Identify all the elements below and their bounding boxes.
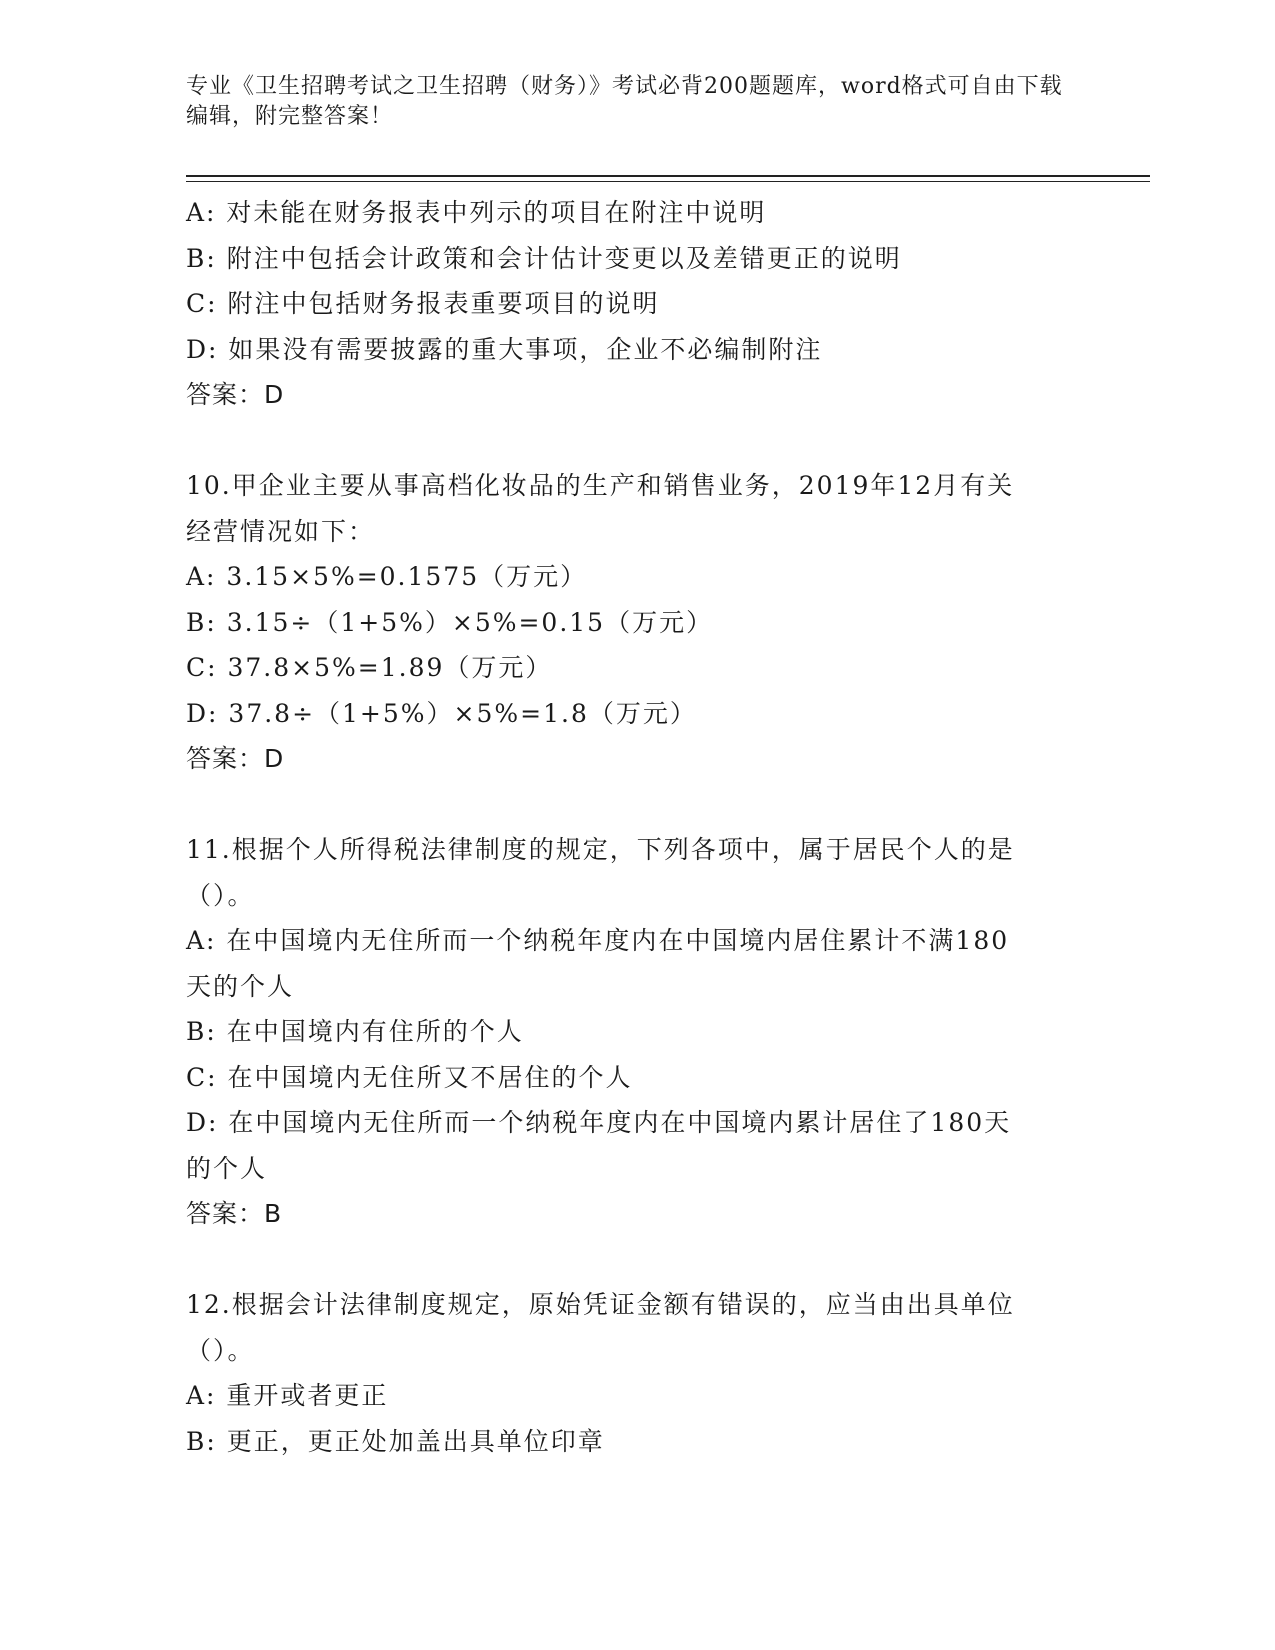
- answer-line: 答案：B: [186, 1199, 283, 1228]
- option-d: D: 在中国境内无住所而一个纳税年度内在中国境内累计居住了180天: [186, 1108, 1012, 1137]
- option-a: A: 3.15×5%=0.1575（万元）: [186, 562, 588, 591]
- question-10: [186, 463, 1086, 782]
- question-9-continued: [186, 190, 1086, 418]
- question-stem: 10.甲企业主要从事高档化妆品的生产和销售业务，2019年12月有关: [186, 471, 1015, 500]
- option-b: B: 附注中包括会计政策和会计估计变更以及差错更正的说明: [186, 243, 902, 273]
- option-c: C: 在中国境内无住所又不居住的个人: [186, 1062, 633, 1092]
- question-12: [186, 1282, 1086, 1464]
- header-divider-thin: [186, 181, 1150, 182]
- spacer: [186, 418, 1086, 464]
- option-c: C: 附注中包括财务报表重要项目的说明: [186, 289, 660, 318]
- option-d: D: 如果没有需要披露的重大事项，企业不必编制附注: [186, 334, 823, 364]
- option-a: A: 对未能在财务报表中列示的项目在附注中说明: [186, 198, 767, 227]
- question-stem: 11.根据个人所得税法律制度的规定，下列各项中，属于居民个人的是: [186, 835, 1015, 864]
- question-stem: 12.根据会计法律制度规定，原始凭证金额有错误的，应当由出具单位: [186, 1290, 1015, 1319]
- answer-line: 答案：D: [186, 744, 285, 773]
- option-d: D: 37.8÷（1+5%）×5%=1.8（万元）: [186, 698, 697, 728]
- answer-line: 答案：D: [186, 380, 285, 409]
- question-list: [186, 190, 1086, 1464]
- option-d-continued: 的个人: [186, 1153, 268, 1183]
- question-stem: （）。: [186, 880, 255, 910]
- option-b: B: 在中国境内有住所的个人: [186, 1017, 524, 1046]
- document-header: 专业《卫生招聘考试之卫生招聘（财务）》考试必背200题题库，word格式可自由下载编辑，附完整答案！: [186, 74, 1063, 129]
- option-b: B: 3.15÷（1+5%）×5%=0.15（万元）: [186, 607, 714, 637]
- spacer: [186, 782, 1086, 828]
- question-stem: 经营情况如下：: [186, 516, 376, 546]
- option-a: A: 在中国境内无住所而一个纳税年度内在中国境内居住累计不满180: [186, 926, 1010, 955]
- header-divider-thick: [186, 175, 1150, 177]
- option-a: A: 重开或者更正: [186, 1381, 389, 1410]
- question-11: [186, 827, 1086, 1237]
- option-b: B: 更正，更正处加盖出具单位印章: [186, 1426, 605, 1456]
- option-a-continued: 天的个人: [186, 971, 295, 1001]
- spacer: [186, 1237, 1086, 1283]
- question-stem: （）。: [186, 1335, 255, 1365]
- option-c: C: 37.8×5%=1.89（万元）: [186, 653, 553, 682]
